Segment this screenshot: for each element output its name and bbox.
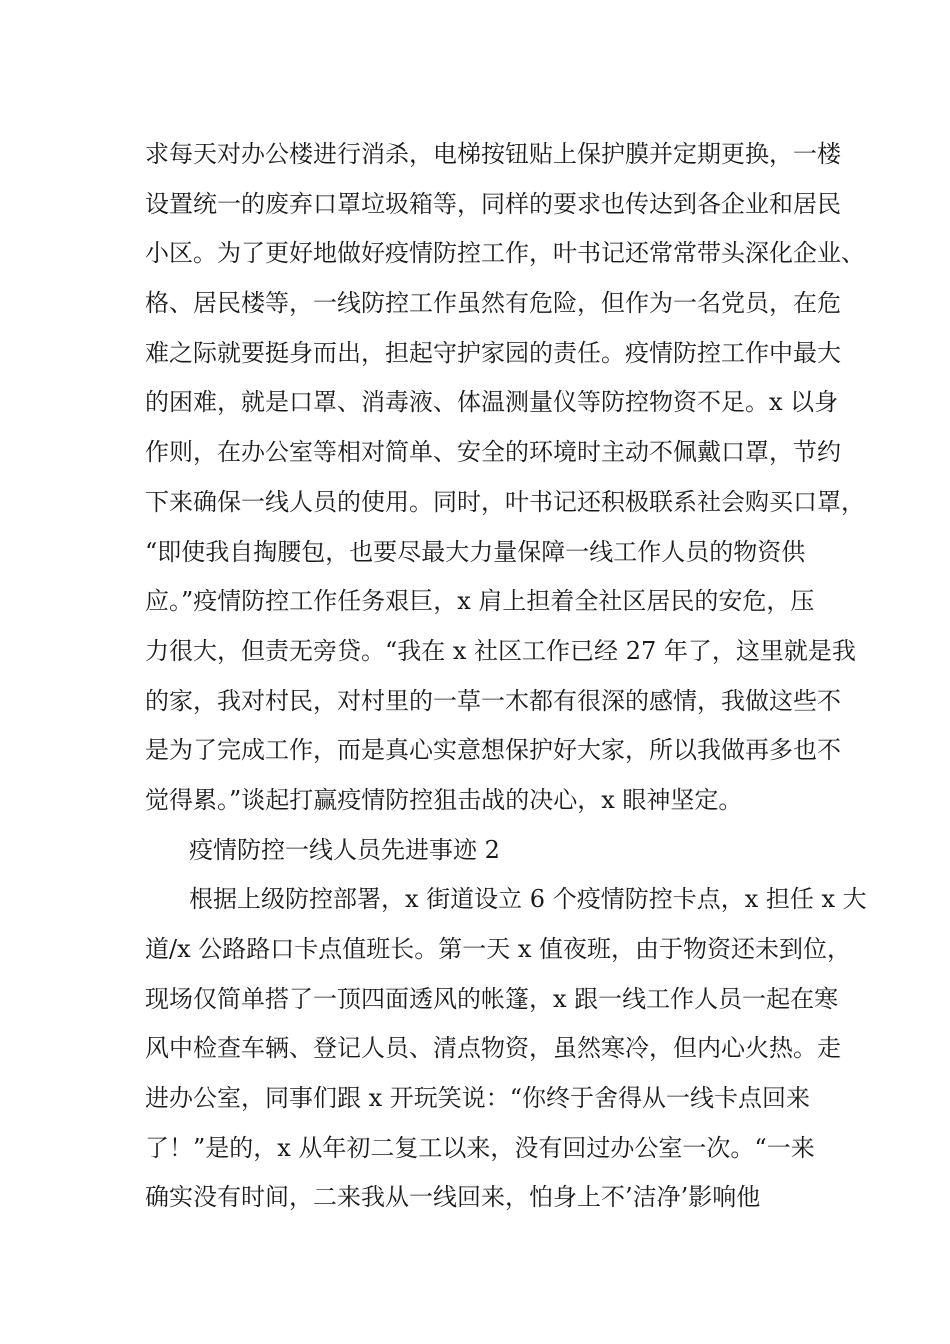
body-line: 进办公室，同事们跟 x 开玩笑说：“你终于舍得从一线卡点回来 (145, 1084, 811, 1113)
body-line: 下来确保一线人员的使用。同时，叶书记还积极联系社会购买口罩， (145, 487, 865, 516)
body-line: 根据上级防控部署，x 街道设立 6 个疫情防控卡点，x 担任 x 大 (189, 885, 867, 914)
body-line: 觉得累。”谈起打赢疫情防控狙击战的决心，x 眼神坚定。 (145, 785, 743, 814)
document-body (145, 130, 867, 1223)
section-heading: 疫情防控一线人员先进事迹 2 (189, 835, 500, 864)
body-line: 求每天对办公楼进行消杀，电梯按钮贴上保护膜并定期更换，一楼 (145, 140, 841, 168)
body-line: 格、居民楼等，一线防控工作虽然有危险，但作为一名党员，在危 (145, 289, 841, 318)
body-line: 的困难，就是口罩、消毒液、体温测量仪等防控物资不足。x 以身 (145, 388, 839, 417)
body-line: “即使我自掏腰包，也要尽最大力量保障一线工作人员的物资供 (145, 537, 806, 566)
body-line: 力很大，但责无旁贷。“我在 x 社区工作已经 27 年了，这里就是我 (145, 636, 856, 665)
body-line: 作则，在办公室等相对简单、安全的环境时主动不佩戴口罩，节约 (145, 438, 841, 467)
body-line: 了！”是的，x 从年初二复工以来，没有回过办公室一次。“一来 (145, 1133, 815, 1162)
body-line: 确实没有时间，二来我从一线回来，怕身上不’洁净’影响他 (145, 1183, 761, 1212)
body-line: 设置统一的废弃口罩垃圾箱等，同样的要求也传达到各企业和居民 (145, 189, 841, 218)
body-line: 小区。为了更好地做好疫情防控工作，叶书记还常常带头深化企业、 (145, 239, 865, 268)
body-line: 难之际就要挺身而出，担起守护家园的责任。疫情防控工作中最大 (145, 338, 841, 367)
body-line: 道/x 公路路口卡点值班长。第一天 x 值夜班，由于物资还未到位， (145, 935, 852, 963)
body-line: 应。”疫情防控工作任务艰巨，x 肩上担着全社区居民的安危，压 (145, 587, 815, 616)
body-line: 是为了完成工作，而是真心实意想保护好大家，所以我做再多也不 (145, 736, 841, 765)
body-line: 的家，我对村民，对村里的一草一木都有很深的感情，我做这些不 (145, 686, 841, 715)
body-line: 风中检查车辆、登记人员、清点物资，虽然寒冷，但内心火热。走 (145, 1034, 841, 1063)
body-line: 现场仅简单搭了一顶四面透风的帐篷，x 跟一线工作人员一起在寒 (145, 984, 839, 1013)
